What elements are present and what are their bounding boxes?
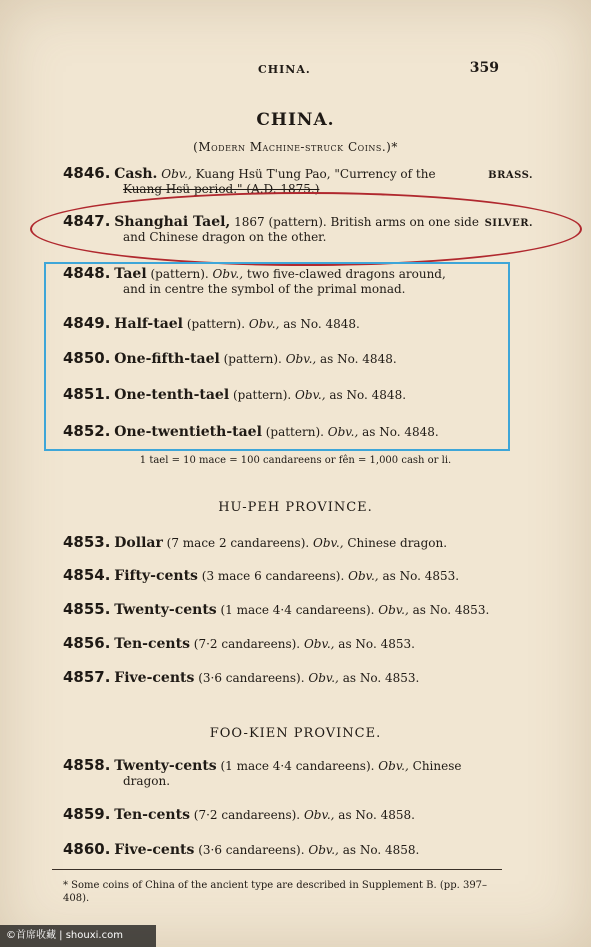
coin-name: Five-cents [114, 670, 195, 686]
entry-description: (pattern). [150, 267, 209, 281]
obverse-label: Obv., [308, 671, 339, 685]
obverse-label: Obv., [285, 352, 317, 366]
entry-continuation: and in centre the symbol of the primal monad. [123, 282, 406, 296]
entry-description: (7·2 candareens). [193, 808, 301, 822]
coin-name: Twenty-cents [114, 758, 217, 774]
entry-description: 1867 (pattern). British arms on one side [234, 215, 479, 229]
entry-number: 4855. [63, 600, 111, 618]
catalog-entry-4860 [63, 842, 533, 858]
red-highlight-ellipse [30, 192, 582, 266]
page-title: CHINA. [256, 110, 335, 130]
entry-obverse-text: as No. 4853. [412, 603, 490, 617]
obverse-label: Obv., [327, 425, 359, 439]
obverse-label: Obv., [378, 759, 409, 773]
blue-highlight-box [44, 262, 510, 451]
entry-continuation: dragon. [123, 774, 171, 788]
entry-description: (pattern). [223, 352, 282, 366]
entry-obverse-text: as No. 4853. [338, 637, 415, 651]
coin-name: Twenty-cents [114, 602, 217, 618]
coin-name: One-tenth-tael [114, 387, 230, 403]
section-heading-hupeh: HU-PEH PROVINCE. [218, 500, 373, 515]
tael-conversion-note: 1 tael = 10 mace = 100 candareens or fên = 1,000 cash or li. [139, 455, 452, 466]
entry-number: 4851. [63, 385, 111, 403]
entry-description: (1 mace 4·4 candareens). [220, 603, 375, 617]
footnote-divider [52, 869, 502, 870]
entry-description: (pattern). [186, 317, 246, 331]
entry-description: (pattern). [232, 388, 292, 402]
entry-number: 4846. [63, 164, 111, 182]
coin-name: Fifty-cents [114, 568, 198, 584]
entry-number: 4847. [63, 212, 111, 230]
running-header: CHINA. [258, 63, 311, 76]
entry-description: (pattern). [265, 425, 324, 439]
page-number: 359 [469, 60, 499, 76]
entry-number: 4859. [63, 805, 111, 823]
obverse-label: Obv., [348, 569, 379, 583]
site-watermark: ©首席收藏 | shouxi.com [0, 925, 156, 947]
entry-number: 4854. [63, 566, 111, 584]
entry-obverse-text: as No. 4853. [382, 569, 460, 583]
obverse-label: Obv., [161, 167, 192, 181]
entry-number: 4850. [63, 349, 111, 367]
entry-obverse-text: as No. 4848. [320, 352, 397, 366]
entry-number: 4860. [63, 840, 111, 858]
coin-name: Tael [114, 266, 147, 282]
entry-obverse-text: as No. 4848. [329, 388, 407, 402]
obverse-label: Obv., [248, 317, 280, 331]
coin-name: Half-tael [114, 316, 183, 332]
entry-description: Kuang Hsü T'ung Pao, "Currency of the [195, 167, 436, 181]
entry-obverse-text: as No. 4853. [342, 671, 420, 685]
catalog-entry-4859 [63, 807, 533, 823]
obverse-label: Obv., [313, 536, 344, 550]
obverse-label: Obv., [212, 267, 244, 281]
entry-obverse-text: Chinese [412, 759, 462, 773]
coin-name: Ten-cents [114, 636, 190, 652]
coin-name: Five-cents [114, 842, 195, 858]
catalog-entry-4856 [63, 636, 533, 652]
catalog-entry-4855 [63, 602, 533, 618]
coin-name: Ten-cents [114, 807, 190, 823]
entry-obverse-text: as No. 4848. [283, 317, 360, 331]
page-subtitle: (Modern Machine-struck Coins.)* [193, 140, 398, 154]
entry-obverse-text: as No. 4858. [342, 843, 420, 857]
entry-number: 4849. [63, 314, 111, 332]
entry-obverse-text: as No. 4858. [338, 808, 415, 822]
entry-description: (7 mace 2 candareens). [166, 536, 310, 550]
coin-name: Cash. [114, 166, 158, 182]
entry-obverse-text: as No. 4848. [362, 425, 439, 439]
entry-continuation: and Chinese dragon on the other. [123, 230, 327, 244]
obverse-label: Obv., [295, 388, 326, 402]
coin-name: Shanghai Tael, [114, 214, 231, 230]
entry-description: (1 mace 4·4 candareens). [220, 759, 375, 773]
catalog-entry-4858 [63, 758, 533, 789]
entry-description: (3·6 candareens). [198, 671, 305, 685]
entry-number: 4856. [63, 634, 111, 652]
metal-label: BRASS. [488, 170, 533, 181]
obverse-label: Obv., [303, 808, 335, 822]
coin-name: One-twentieth-tael [114, 424, 262, 440]
entry-description: (7·2 candareens). [193, 637, 301, 651]
entry-number: 4848. [63, 264, 111, 282]
entry-number: 4857. [63, 668, 111, 686]
entry-number: 4853. [63, 533, 111, 551]
obverse-label: Obv., [378, 603, 409, 617]
entry-obverse-text: Chinese dragon. [347, 536, 448, 550]
section-heading-fookien: FOO-KIEN PROVINCE. [209, 726, 382, 741]
entry-description: (3·6 candareens). [198, 843, 305, 857]
entry-obverse-text: two five-clawed dragons around, [246, 267, 446, 281]
obverse-label: Obv., [308, 843, 339, 857]
catalog-entry-4853 [63, 535, 533, 551]
entry-continuation: Kuang Hsü period." (A.D. 1875.) [123, 182, 320, 196]
entry-description: (3 mace 6 candareens). [201, 569, 345, 583]
footnote: * Some coins of China of the ancient type are described in Supplement B. (pp. 397–408). [63, 880, 488, 904]
metal-label: SILVER. [484, 218, 533, 229]
coin-name: Dollar [114, 535, 163, 551]
entry-number: 4852. [63, 422, 111, 440]
catalog-entry-4857 [63, 670, 533, 686]
catalog-entry-4854 [63, 568, 533, 584]
coin-name: One-fifth-tael [114, 351, 220, 367]
entry-number: 4858. [63, 756, 111, 774]
obverse-label: Obv., [303, 637, 335, 651]
